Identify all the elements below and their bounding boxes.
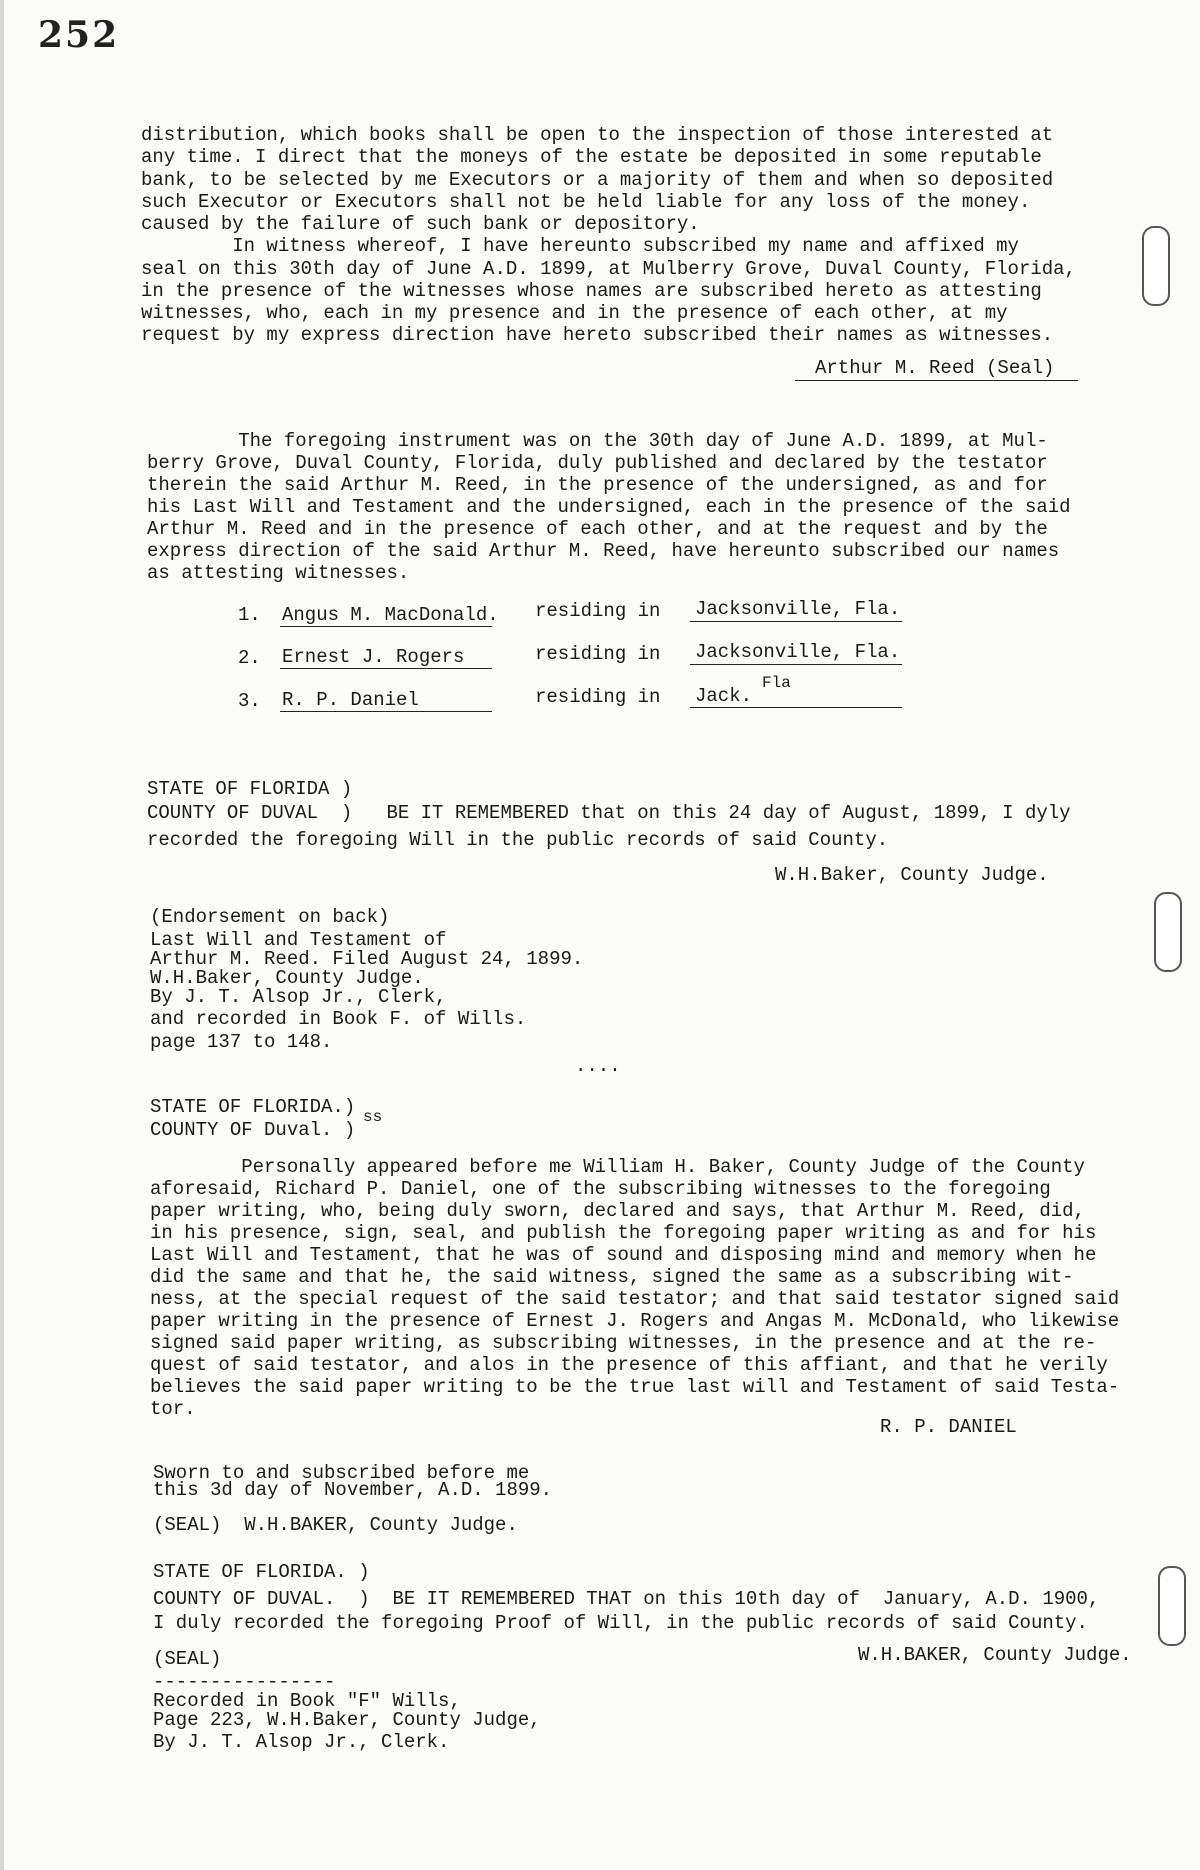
text-line: recorded the foregoing Will in the public records of said County. — [147, 829, 889, 851]
page-number: 252 — [38, 14, 120, 56]
jurat-line: this 3d day of November, A.D. 1899. — [153, 1479, 553, 1501]
text-line: distribution, which books shall be open to the inspection of those interested at — [141, 124, 1054, 146]
witness-name-line — [280, 668, 492, 669]
text-line: By J. T. Alsop Jr., Clerk, — [150, 986, 447, 1008]
text-line: Last Will and Testament of — [150, 929, 447, 951]
residing-label: residing in — [535, 600, 661, 622]
state-caption: STATE OF FLORIDA.) — [150, 1096, 356, 1118]
witness-place: Jack. — [695, 685, 753, 707]
text-line: (Endorsement on back) — [150, 906, 390, 928]
seal-mark: (SEAL) — [153, 1648, 222, 1670]
seal-judge: (SEAL) W.H.BAKER, County Judge. — [153, 1514, 518, 1536]
text-line: paper writing, who, being duly sworn, declared and says, that Arthur M. Reed, did, — [150, 1200, 1085, 1222]
testator-signature: Arthur M. Reed (Seal) — [815, 357, 1055, 379]
signature-line — [795, 380, 1078, 381]
residing-label: residing in — [535, 686, 661, 708]
text-line: his Last Will and Testament and the undersigned, each in the presence of the said — [147, 496, 1071, 518]
text-line: Page 223, W.H.Baker, County Judge, — [153, 1709, 541, 1731]
text-line: and recorded in Book F. of Wills. — [150, 1008, 527, 1030]
text-line: Personally appeared before me William H. Baker, County Judge of the County — [150, 1156, 1085, 1178]
text-line: express direction of the said Arthur M. Reed, have hereunto subscribed our names — [147, 540, 1060, 562]
text-line: seal on this 30th day of June A.D. 1899, at Mulberry Grove, Duval County, Florida, — [141, 258, 1076, 280]
county-caption: COUNTY OF Duval. ) — [150, 1119, 356, 1141]
text-line: Recorded in Book "F" Wills, — [153, 1690, 461, 1712]
text-line: By J. T. Alsop Jr., Clerk. — [153, 1731, 450, 1753]
witness-place: Jacksonville, Fla. — [695, 641, 901, 663]
text-line: tor. — [150, 1398, 196, 1420]
witness-number: 3. — [238, 690, 261, 712]
dash-rule: ---------------- — [153, 1671, 336, 1693]
text-line: as attesting witnesses. — [147, 562, 410, 584]
witness-name: R. P. Daniel — [282, 689, 419, 711]
text-line: Last Will and Testament, that he was of sound and disposing mind and memory when he — [150, 1244, 1097, 1266]
text-line: The foregoing instrument was on the 30th day of June A.D. 1899, at Mul- — [147, 430, 1048, 452]
text-line: berry Grove, Duval County, Florida, duly published and declared by the testator — [147, 452, 1048, 474]
text-line: W.H.Baker, County Judge. — [150, 967, 424, 989]
witness-number: 2. — [238, 647, 261, 669]
text-line: request by my express direction have hereto subscribed their names as witnesses. — [141, 324, 1054, 346]
county-caption: COUNTY OF DUVAL ) BE IT REMEMBERED that on this 24 day of August, 1899, I dyly — [147, 802, 1071, 824]
witness-place-line — [690, 621, 902, 622]
state-caption: STATE OF FLORIDA. ) — [153, 1561, 370, 1583]
text-line: page 137 to 148. — [150, 1031, 333, 1053]
text-line: ness, at the special request of the said testator; and that said testator signed said — [150, 1288, 1120, 1310]
text-line: believes the said paper writing to be the true last will and Testament of said Testa- — [150, 1376, 1120, 1398]
judge-signature: W.H.Baker, County Judge. — [775, 864, 1049, 886]
binder-hole-middle — [1154, 892, 1182, 972]
text-line: paper writing in the presence of Ernest J. Rogers and Angas M. McDonald, who likewise — [150, 1310, 1120, 1332]
state-caption: STATE OF FLORIDA ) — [147, 778, 353, 800]
text-line: aforesaid, Richard P. Daniel, one of the subscribing witnesses to the foregoing — [150, 1178, 1051, 1200]
witness-place-line — [690, 664, 902, 665]
witness-name-line — [280, 711, 492, 712]
text-line: Arthur M. Reed. Filed August 24, 1899. — [150, 948, 584, 970]
witness-place-superscript: Fla — [762, 674, 791, 692]
witness-place: Jacksonville, Fla. — [695, 598, 901, 620]
text-line: caused by the failure of such bank or depository. — [141, 213, 700, 235]
residing-label: residing in — [535, 643, 661, 665]
text-line: therein the said Arthur M. Reed, in the presence of the undersigned, as and for — [147, 474, 1048, 496]
separator-dots: .... — [575, 1055, 621, 1077]
witness-name-line — [280, 626, 492, 627]
witness-place-line — [690, 707, 902, 708]
text-line: I duly recorded the foregoing Proof of Will, in the public records of said County. — [153, 1612, 1088, 1634]
witness-name: Angus M. MacDonald. — [282, 604, 499, 626]
jurat-line: Sworn to and subscribed before me — [153, 1462, 530, 1484]
text-line: such Executor or Executors shall not be held liable for any loss of the money. — [141, 191, 1031, 213]
text-line: did the same and that he, the said witness, signed the same as a subscribing wit- — [150, 1266, 1074, 1288]
text-line: signed said paper writing, as subscribing witnesses, in the presence and at the re- — [150, 1332, 1097, 1354]
text-line: quest of said testator, and alos in the presence of this affiant, and that he verily — [150, 1354, 1108, 1376]
binder-hole-bottom — [1158, 1566, 1186, 1646]
text-line: witnesses, who, each in my presence and in the presence of each other, at my — [141, 302, 1008, 324]
affiant-signature: R. P. DANIEL — [880, 1416, 1017, 1438]
page-edge — [0, 0, 4, 1870]
witness-number: 1. — [238, 604, 261, 626]
ss-mark: ss — [363, 1108, 383, 1126]
text-line: in the presence of the witnesses whose names are subscribed hereto as attesting — [141, 280, 1042, 302]
text-line: any time. I direct that the moneys of the estate be deposited in some reputable — [141, 146, 1042, 168]
witness-name: Ernest J. Rogers — [282, 646, 465, 668]
text-line: in his presence, sign, seal, and publish the foregoing paper writing as and for his — [150, 1222, 1097, 1244]
county-caption: COUNTY OF DUVAL. ) BE IT REMEMBERED THAT on this 10th day of January, A.D. 1900, — [153, 1588, 1100, 1610]
binder-hole-top — [1142, 226, 1170, 306]
judge-signature: W.H.BAKER, County Judge. — [858, 1644, 1132, 1666]
text-line: Arthur M. Reed and in the presence of each other, and at the request and by the — [147, 518, 1048, 540]
text-line: bank, to be selected by me Executors or a majority of them and when so deposited — [141, 169, 1054, 191]
text-line: In witness whereof, I have hereunto subscribed my name and affixed my — [141, 235, 1019, 257]
